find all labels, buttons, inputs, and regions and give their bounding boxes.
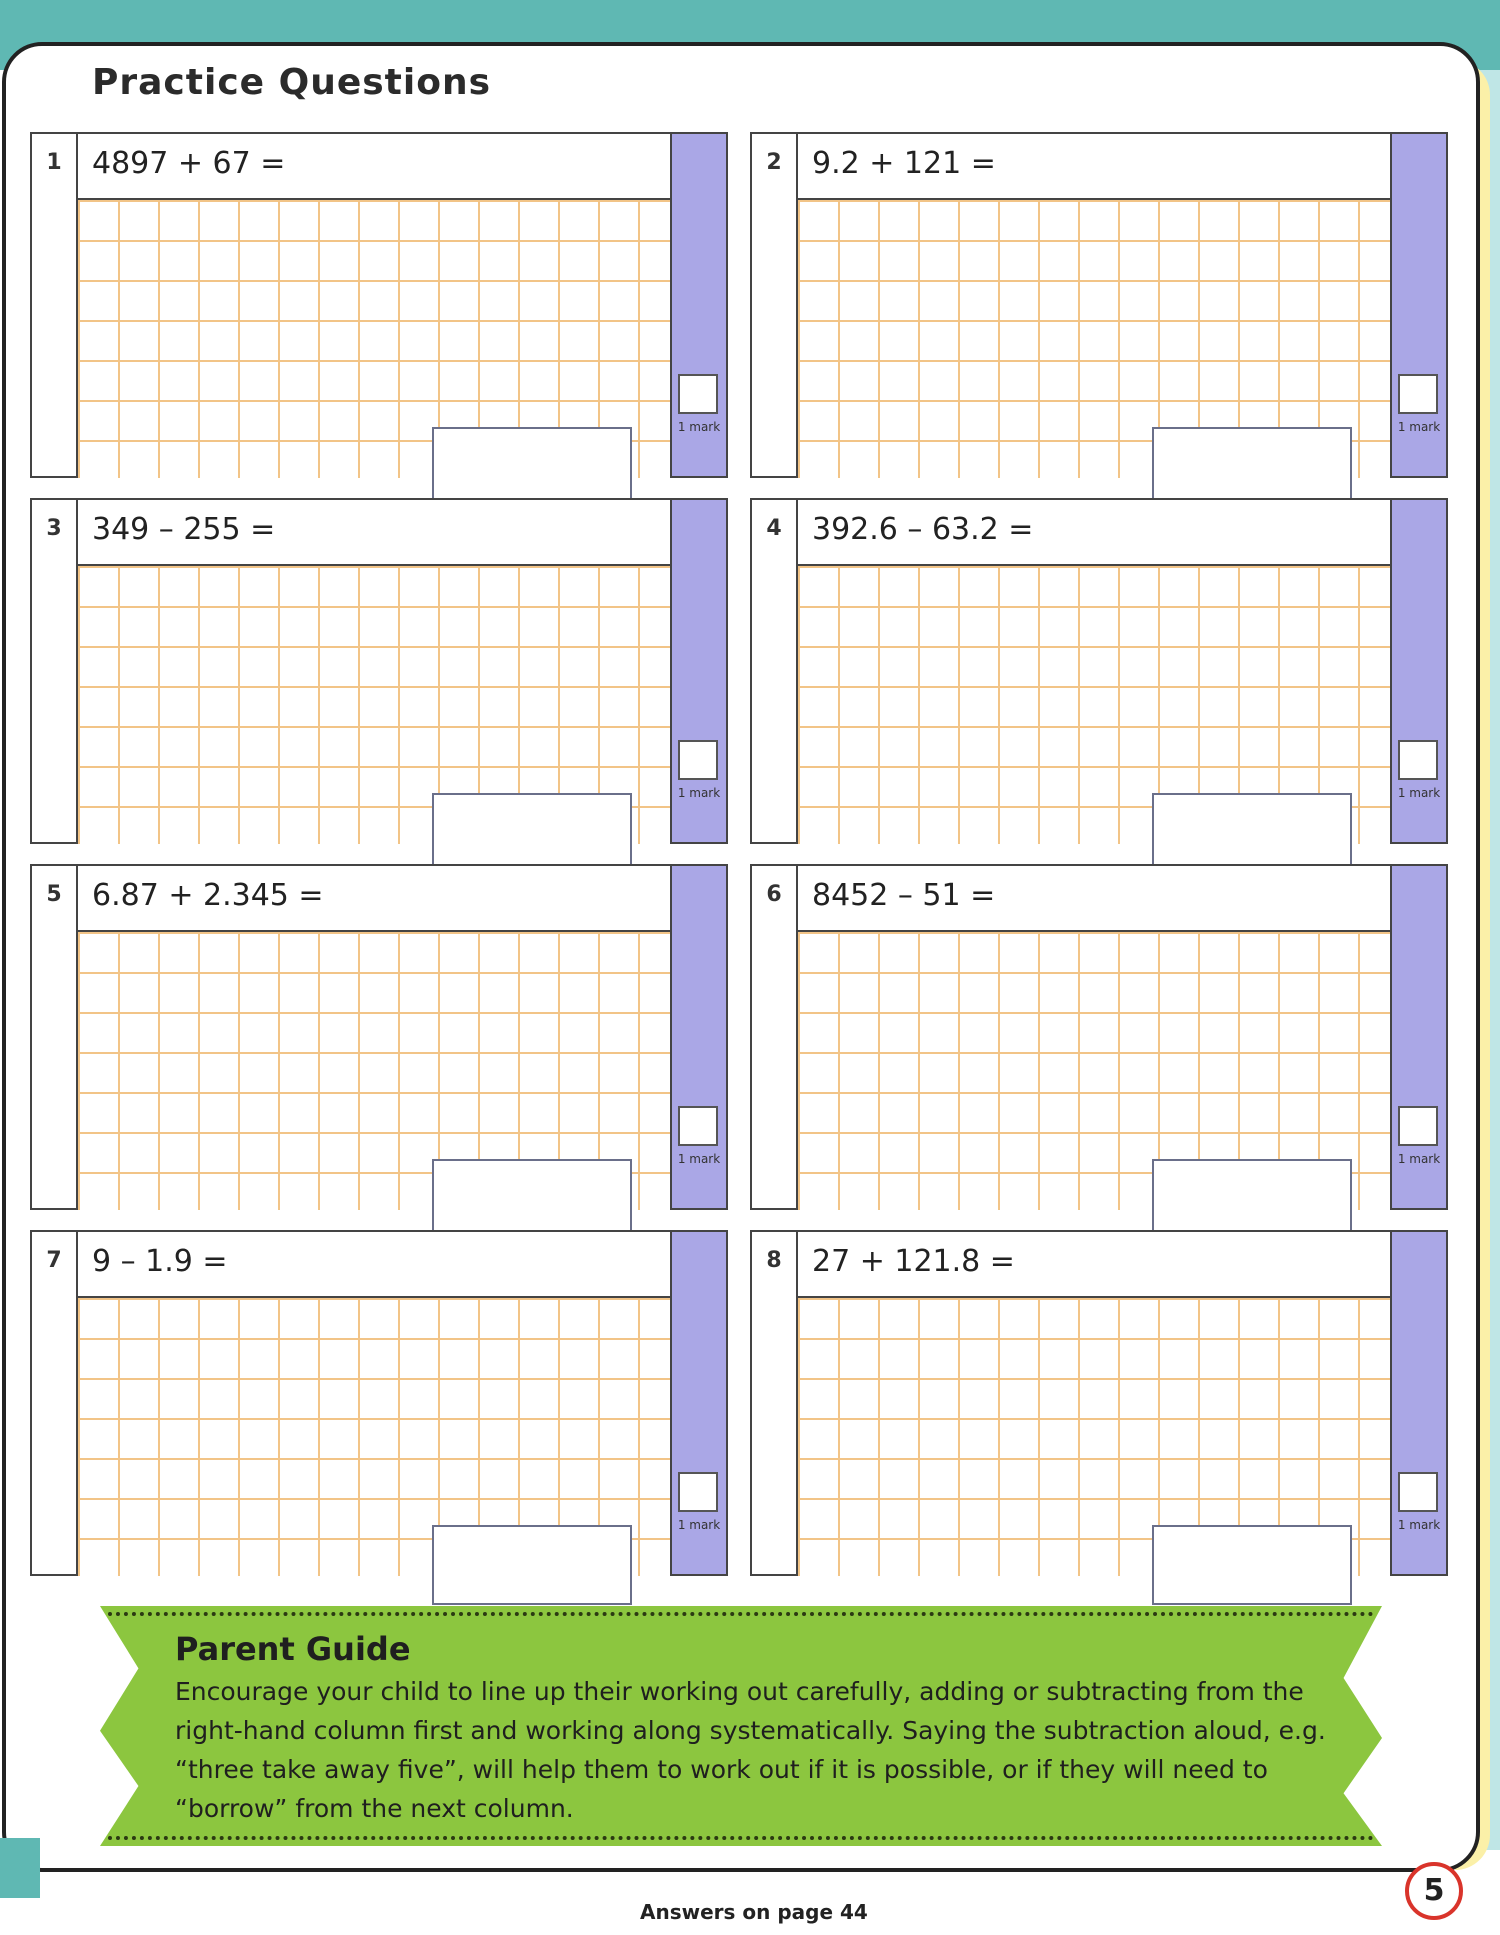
question-box bbox=[750, 1230, 1448, 1576]
working-grid[interactable] bbox=[78, 1298, 670, 1576]
mark-label: 1 mark bbox=[677, 420, 721, 434]
mark-label: 1 mark bbox=[1397, 420, 1441, 434]
question-box bbox=[750, 864, 1448, 1210]
answer-box[interactable] bbox=[432, 1525, 632, 1605]
question-text: 349 – 255 = bbox=[78, 500, 670, 566]
working-grid[interactable] bbox=[798, 932, 1390, 1210]
answers-reference: Answers on page 44 bbox=[640, 1900, 868, 1924]
mark-strip bbox=[670, 1232, 726, 1574]
answer-box[interactable] bbox=[1152, 1525, 1352, 1605]
mark-strip bbox=[670, 866, 726, 1208]
question-box bbox=[750, 498, 1448, 844]
answer-box[interactable] bbox=[432, 793, 632, 873]
mark-strip bbox=[1390, 134, 1446, 476]
working-grid[interactable] bbox=[798, 566, 1390, 844]
question-text: 9 – 1.9 = bbox=[78, 1232, 670, 1298]
mark-label: 1 mark bbox=[677, 786, 721, 800]
question-number: 6 bbox=[752, 866, 798, 1208]
working-grid[interactable] bbox=[78, 566, 670, 844]
question-number: 4 bbox=[752, 500, 798, 842]
mark-strip bbox=[1390, 866, 1446, 1208]
answer-box[interactable] bbox=[432, 427, 632, 507]
mark-strip bbox=[1390, 500, 1446, 842]
mark-checkbox[interactable] bbox=[678, 374, 718, 414]
question-number: 3 bbox=[32, 500, 78, 842]
working-grid[interactable] bbox=[78, 932, 670, 1210]
page-title: Practice Questions bbox=[92, 62, 492, 103]
page-number: 5 bbox=[1405, 1862, 1463, 1920]
answer-box[interactable] bbox=[432, 1159, 632, 1239]
parent-guide-title: Parent Guide bbox=[175, 1630, 411, 1668]
mark-checkbox[interactable] bbox=[1398, 740, 1438, 780]
mark-checkbox[interactable] bbox=[678, 740, 718, 780]
question-text: 8452 – 51 = bbox=[798, 866, 1390, 932]
mark-checkbox[interactable] bbox=[1398, 1472, 1438, 1512]
mark-checkbox[interactable] bbox=[678, 1472, 718, 1512]
mark-label: 1 mark bbox=[1397, 786, 1441, 800]
bottom-teal-corner bbox=[0, 1838, 40, 1898]
mark-label: 1 mark bbox=[677, 1518, 721, 1532]
question-text: 6.87 + 2.345 = bbox=[78, 866, 670, 932]
answer-box[interactable] bbox=[1152, 793, 1352, 873]
mark-checkbox[interactable] bbox=[678, 1106, 718, 1146]
question-text: 9.2 + 121 = bbox=[798, 134, 1390, 200]
mark-label: 1 mark bbox=[1397, 1152, 1441, 1166]
question-text: 392.6 – 63.2 = bbox=[798, 500, 1390, 566]
working-grid[interactable] bbox=[78, 200, 670, 478]
question-box bbox=[750, 132, 1448, 478]
mark-checkbox[interactable] bbox=[1398, 1106, 1438, 1146]
mark-strip bbox=[670, 134, 726, 476]
mark-label: 1 mark bbox=[1397, 1518, 1441, 1532]
question-text: 27 + 121.8 = bbox=[798, 1232, 1390, 1298]
question-box bbox=[30, 1230, 728, 1576]
question-box bbox=[30, 132, 728, 478]
working-grid[interactable] bbox=[798, 1298, 1390, 1576]
working-grid[interactable] bbox=[798, 200, 1390, 478]
question-number: 7 bbox=[32, 1232, 78, 1574]
mark-checkbox[interactable] bbox=[1398, 374, 1438, 414]
mark-label: 1 mark bbox=[677, 1152, 721, 1166]
answer-box[interactable] bbox=[1152, 427, 1352, 507]
question-number: 5 bbox=[32, 866, 78, 1208]
parent-guide-text: Encourage your child to line up their working out carefully, adding or subtracting from the right-hand column first and working along systematically. Saying the subtraction aloud, e.g. “three take away five”, will help them to work out if it is possible, or if they will need to “borrow” from the next column. bbox=[175, 1677, 1326, 1823]
mark-strip bbox=[1390, 1232, 1446, 1574]
answer-box[interactable] bbox=[1152, 1159, 1352, 1239]
question-number: 2 bbox=[752, 134, 798, 476]
question-box bbox=[30, 498, 728, 844]
question-number: 8 bbox=[752, 1232, 798, 1574]
question-text: 4897 + 67 = bbox=[78, 134, 670, 200]
question-number: 1 bbox=[32, 134, 78, 476]
question-box bbox=[30, 864, 728, 1210]
mark-strip bbox=[670, 500, 726, 842]
